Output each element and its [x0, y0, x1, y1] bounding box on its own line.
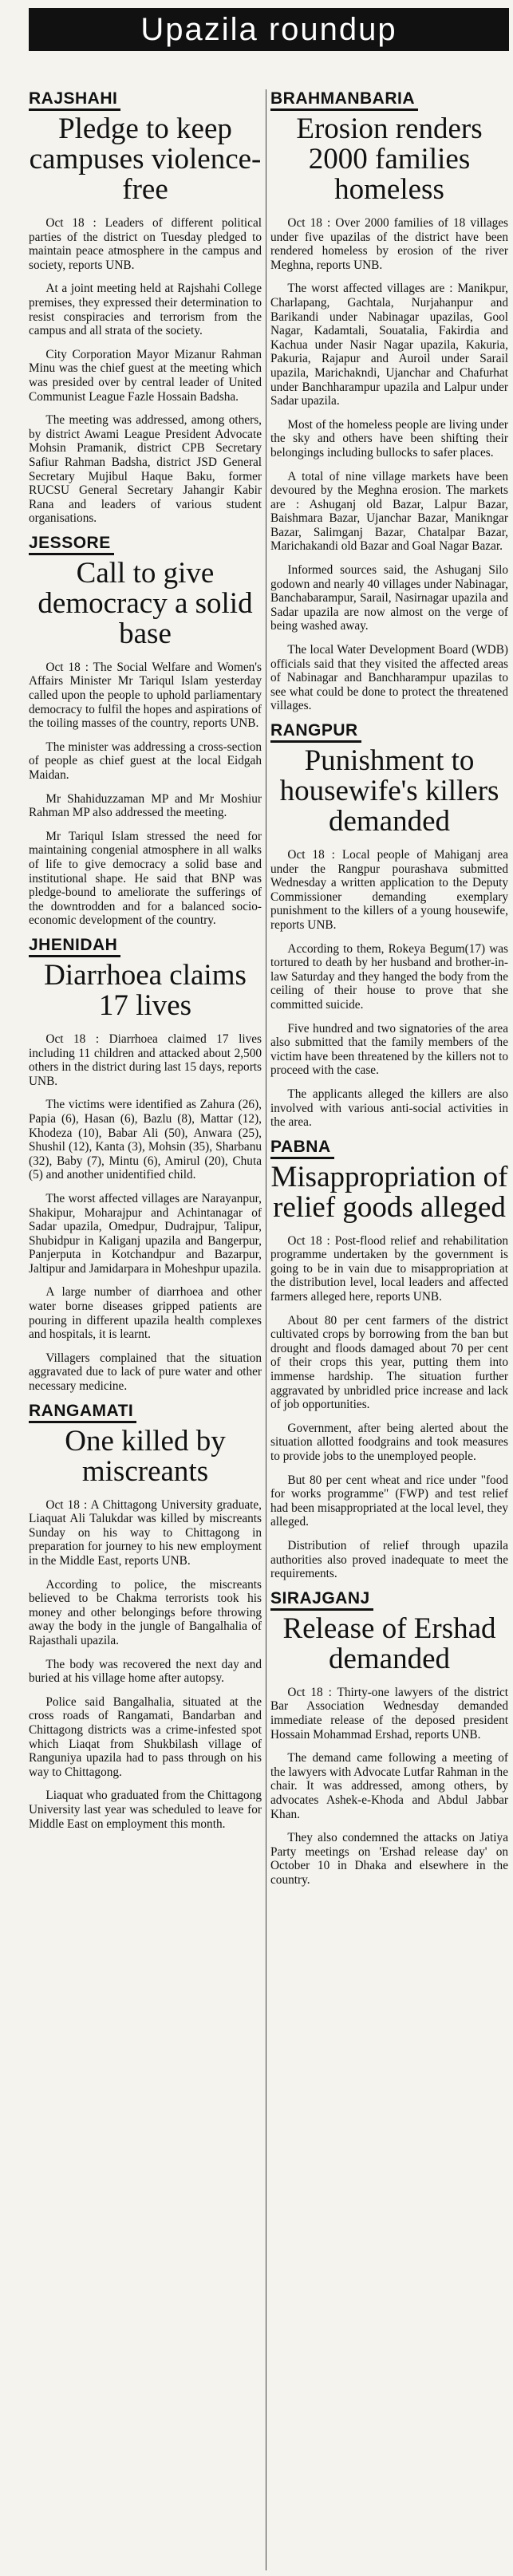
story-sirajganj: [270, 1589, 508, 1888]
story-rajshahi: [29, 89, 262, 526]
story-body: [29, 1032, 262, 1394]
story-location-tag: JHENIDAH: [29, 936, 120, 957]
story-paragraph: According to them, Rokeya Begum(17) was tortured to death by her husband and brother-in-law Saturday and they hanged the body from the ceiling of their house to prove that she committed suicide.: [270, 941, 508, 1012]
story-headline: One killed by miscreants: [65, 1424, 226, 1488]
story-location-tag: SIRAJGANJ: [270, 1589, 373, 1611]
story-paragraph: The body was recovered the next day and buried at his village home after autopsy.: [29, 1657, 262, 1686]
story-paragraph: Oct 18 : Diarrhoea claimed 17 lives including 11 children and attacked about 2,500 others in the district during last 15 days, reports UNB.: [29, 1032, 262, 1088]
story-headline: Punishment to housewife's killers demanded: [279, 744, 499, 838]
story-paragraph: Oct 18 : A Chittagong University graduate, Liaquat Ali Talukdar was killed by miscreants Sunday on his way to Chittagong in preparation for journey to his new employment in the Middle East, reports UNB.: [29, 1497, 262, 1568]
story-headline: Pledge to keep campuses violence-free: [29, 112, 262, 206]
story-location-tag: PABNA: [270, 1138, 334, 1159]
story-paragraph: They also condemned the attacks on Jatiya Party meetings on 'Ershad release day' on October 10 in Dhaka and elsewhere in the country.: [270, 1831, 508, 1887]
story-paragraph: Government, after being alerted about the situation allotted foodgrains and took measures to provide jobs to the unemployed people.: [270, 1421, 508, 1463]
story-paragraph: Villagers complained that the situation aggravated due to lack of pure water and other necessary medicine.: [29, 1351, 262, 1394]
story-paragraph: Police said Bangalhalia, situated at the cross roads of Rangamati, Bandarban and Chittagong districts was a crime-infested spot which Liaqat from Shukbilash village of Ranguniya upazila had to pass through on his way to Chittagong.: [29, 1694, 262, 1779]
story-paragraph: Informed sources said, the Ashuganj Silo godown and nearly 40 villages under Nabinagar, Banchabarampur, Sarail, Nasirnagar upazila and Sadar upazila are now almost on the verge of being washed away.: [270, 563, 508, 633]
story-body: [270, 1234, 508, 1581]
story-paragraph: A total of nine village markets have been devoured by the Meghna erosion. The markets are : Ashuganj old Bazar, Lalpur Bazar, Baishmara Bazar, Ujanchar Bazar, Manikngar Bazar, Salimganj Bazar, Chatalpar Bazar, Marichakandi old Bazar and Goal Nagar Bazar.: [270, 469, 508, 554]
story-paragraph: But 80 per cent wheat and rice under "food for works programme" (FWP) and test relief had been misappropriated at the local level, they alleged.: [270, 1473, 508, 1529]
story-paragraph: City Corporation Mayor Mizanur Rahman Minu was the chief guest at the meeting which was presided over by central leader of United Communist League Fazle Hossain Badsha.: [29, 347, 262, 404]
story-headline: Erosion renders 2000 families homeless: [296, 112, 483, 206]
story-paragraph: The worst affected villages are : Manikpur, Charlapang, Gachtala, Nurjahanpur and Barikandi under Nabinagar upazilas, Gool Nagar, Kadamtali, Souatalia, Fakirdia and Kachua under Nasir Nagar upazila, Kakuria, Pakuria, Rajapur and Auroil under Sarail upazila, Marichakndi, Ujanchar and Chafurhat under Banchharampur upazila and Lalpur under Sadar upazila.: [270, 282, 508, 408]
story-paragraph: The worst affected villages are Narayanpur, Shakipur, Moharajpur and Achintanagar of Sadar upazila, Omedpur, Dudrajpur, Talipur, Shubidpur in Kaliganj upazila and Bangerpur, Panjerputa in Kotchandpur and Bazarpur, Jaltipur and Jamidarpara in Moheshpur upazila.: [29, 1191, 262, 1276]
story-paragraph: Oct 18 : Local people of Mahiganj area under the Rangpur pourashava submitted Wednesday a written application to the Deputy Commissioner demanding exemplary punishment to the killers of a young housewife, reports UNB.: [270, 848, 508, 932]
story-headline: Diarrhoea claims 17 lives: [44, 958, 247, 1022]
story-paragraph: About 80 per cent farmers of the district cultivated crops by borrowing from the ban but drought and floods damaged about 70 per cent of their crops this year, putting them into immense hardship. The situation further aggravated by unbridled price increase and lack of job opportunities.: [270, 1313, 508, 1412]
story-brahmanbaria: [270, 89, 508, 713]
story-body: [29, 216, 262, 526]
story-headline: Call to give democracy a solid base: [37, 556, 253, 650]
story-paragraph: The minister was addressing a cross-section of people as chief guest at the local Eidgah Maidan.: [29, 740, 262, 783]
story-paragraph: The local Water Development Board (WDB) officials said that they visited the affected areas of Nabinagar and Banchharampur upazilas to see what could be done to protect the threatened villages.: [270, 643, 508, 713]
story-rangpur: [270, 721, 508, 1130]
section-banner: Upazila roundup: [29, 8, 509, 51]
story-paragraph: Most of the homeless people are living under the sky and others have been shifting their belongings including bullocks to safer places.: [270, 417, 508, 460]
story-paragraph: Oct 18 : Thirty-one lawyers of the district Bar Association Wednesday demanded immediate release of the deposed president Hossain Mohammad Ershad, reports UNB.: [270, 1685, 508, 1742]
story-body: [270, 1686, 508, 1888]
story-body: [29, 1498, 262, 1831]
right-column: [270, 89, 508, 1895]
story-jhenidah: [29, 936, 262, 1394]
story-paragraph: The demand came following a meeting of the lawyers with Advocate Lutfar Rahman in the chair. It was addressed, among others, by advocates Ashek-e-Khoda and Abdul Jabbar Khan.: [270, 1751, 508, 1821]
story-paragraph: Distribution of relief through upazila authorities also proved inadequate to meet the requirements.: [270, 1538, 508, 1581]
story-paragraph: The meeting was addressed, among others, by district Awami League President Advocate Mohsin Pramanik, district CPB Secretary Safiur Rahman Badsha, district JSD General Secretary Mujibul Haque Baku, former RUCSU General Secretary Jahangir Kabir Rana and leaders of various student organisations.: [29, 413, 262, 526]
story-paragraph: At a joint meeting held at Rajshahi College premises, they expressed their determination to resist conspiracies and terrorism from the campus and all strata of the society.: [29, 282, 262, 338]
story-location-tag: BRAHMANBARIA: [270, 89, 418, 111]
story-paragraph: Mr Shahiduzzaman MP and Mr Moshiur Rahman MP also addressed the meeting.: [29, 791, 262, 820]
story-paragraph: Oct 18 : The Social Welfare and Women's Affairs Minister Mr Tariqul Islam yesterday called upon the people to uphold parliamentary democracy to fulfil the hopes and aspirations of the toiling masses of the country, reports UNB.: [29, 660, 262, 731]
story-headline: Misappropriation of relief goods alleged: [270, 1160, 508, 1224]
story-paragraph: The applicants alleged the killers are also involved with various anti-social activities in the area.: [270, 1087, 508, 1130]
story-body: [29, 661, 262, 928]
story-body: [270, 216, 508, 713]
story-paragraph: Oct 18 : Post-flood relief and rehabilitation programme undertaken by the government is going to be in vain due to misappropriation at the distribution level, local leaders and affected farmers alleged here, reports UNB.: [270, 1233, 508, 1304]
story-location-tag: RANGPUR: [270, 721, 361, 743]
story-paragraph: Oct 18 : Over 2000 families of 18 villages under five upazilas of the district have been rendered homeless by erosion of the river Meghna, reports UNB.: [270, 216, 508, 272]
story-paragraph: Oct 18 : Leaders of different political parties of the district on Tuesday pledged to maintain peace atmosphere in the campus and society, reports UNB.: [29, 216, 262, 272]
story-paragraph: A large number of diarrhoea and other water borne diseases gripped patients are pouring in different upazila health complexes and hospitals, it is learnt.: [29, 1285, 262, 1342]
story-location-tag: RAJSHAHI: [29, 89, 120, 111]
story-location-tag: JESSORE: [29, 534, 114, 555]
story-paragraph: According to police, the miscreants believed to be Chakma terrorists took his money and other belongings before throwing away the body in the jungle of Bangalhalia of Rajasthali upazila.: [29, 1577, 262, 1647]
story-body: [270, 848, 508, 1130]
story-paragraph: The victims were identified as Zahura (26), Papia (6), Hasan (6), Bazlu (8), Mattar (12), Khodeza (10), Babar Ali (50), Anwara (25), Shushil (12), Kanta (3), Mohsin (35), Sharbanu (32), Baby (7), Mintu (6), Amirul (20), Chuta (5) and another unidentified child.: [29, 1098, 262, 1182]
story-rangamati: [29, 1402, 262, 1831]
story-paragraph: Mr Tariqul Islam stressed the need for maintaining congenial atmosphere in all walks of life to give democracy a solid base and institutional shape. He said that BNP was pledge-bound to ameliorate the sufferings of the downtrodden and for a balanced socio-economic development of the country.: [29, 829, 262, 928]
story-jessore: [29, 534, 262, 928]
story-pabna: [270, 1138, 508, 1581]
story-paragraph: Liaquat who graduated from the Chittagong University last year was scheduled to leave for Middle East on employment this month.: [29, 1789, 262, 1831]
story-headline: Release of Ershad demanded: [282, 1611, 496, 1675]
story-paragraph: Five hundred and two signatories of the area also submitted that the family members of the victim have been threatened by the killers not to proceed with the case.: [270, 1021, 508, 1078]
story-location-tag: RANGAMATI: [29, 1402, 136, 1423]
left-column: [29, 89, 262, 1839]
